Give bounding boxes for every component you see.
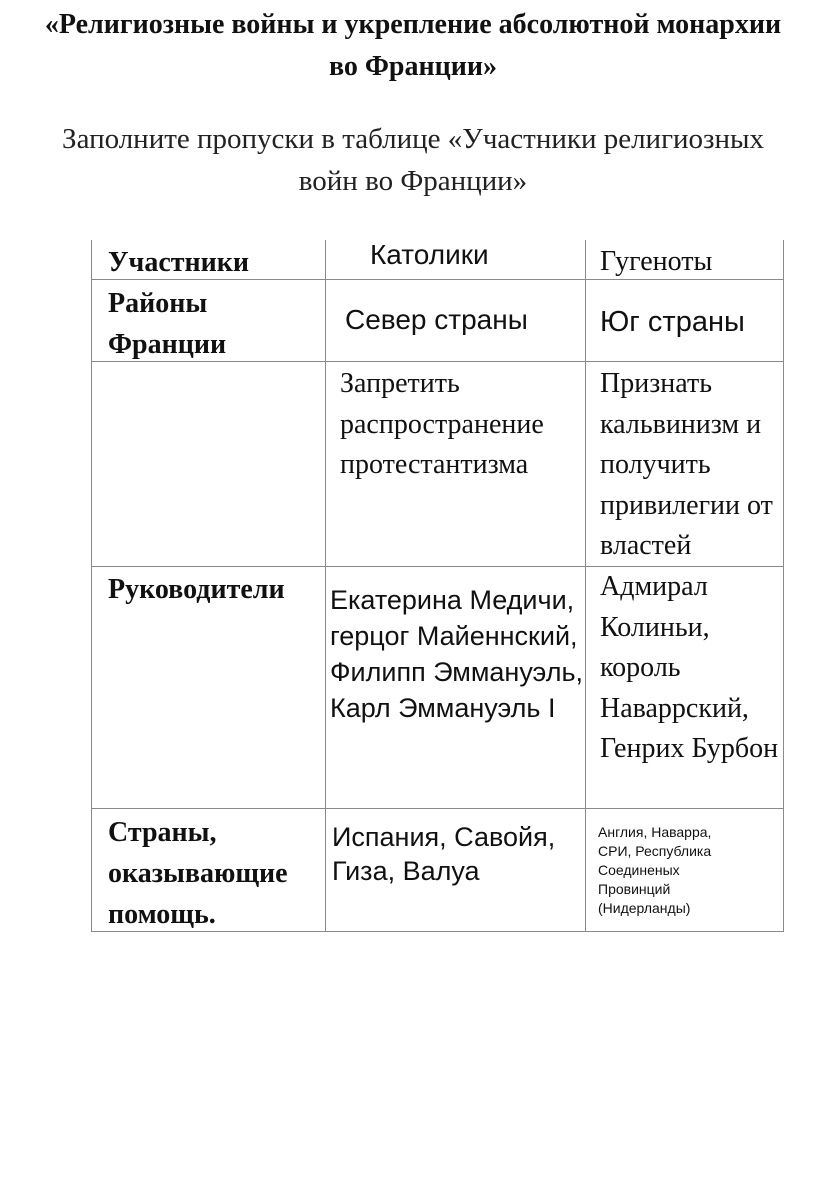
row-leaders-label: Руководители [108,574,285,605]
document-title: «Религиозные войны и укрепление абсолютной монархии во Франции» [44,9,782,82]
leaders-huguenots: Адмирал Колиньи, король Наваррский, Генрих Бурбон [600,571,779,764]
header-participants-label: Участники [108,247,250,278]
leaders-catholics: Екатерина Медичи, герцог Майеннский, Филипп Эммануэль, Карл Эммануэль I [330,585,584,723]
allies-catholics: Испания, Савойя, Гиза, Валуа [332,822,556,886]
row-divider [92,808,783,809]
header-huguenots: Гугеноты [600,246,713,277]
participants-table [91,240,784,932]
regions-huguenots: Юг страны [600,306,745,338]
row-regions-label: Районы Франции [108,288,227,360]
regions-catholics: Север страны [345,304,528,335]
header-catholics: Католики [370,239,489,270]
column-divider [325,240,326,932]
goals-catholics: Запретить распространение протестантизма [340,368,544,480]
allies-huguenots: Англия, Наварра, СРИ, Республика Соединеных Провинций (Нидерланды) [598,824,712,916]
row-allies-label: Страны, оказывающие помощь. [108,817,288,930]
task-instruction: Заполните пропуски в таблице «Участники религиозных войн во Франции» [62,123,764,197]
goals-huguenots: Признать кальвинизм и получить привилегии от властей [600,368,773,561]
